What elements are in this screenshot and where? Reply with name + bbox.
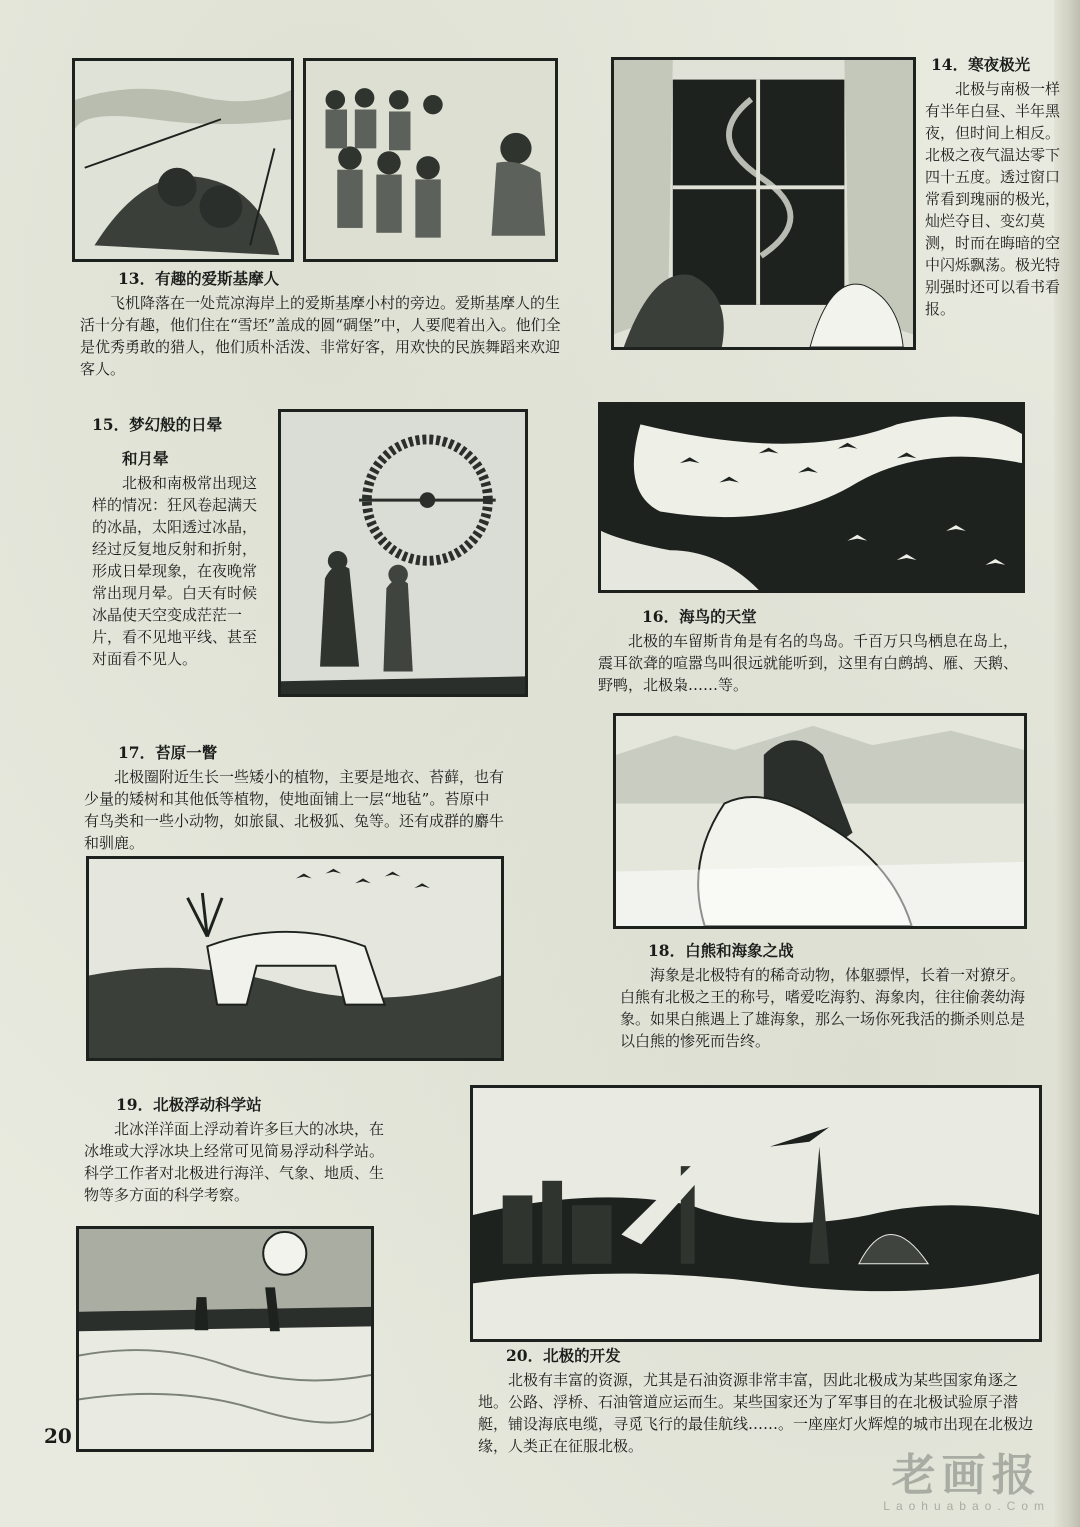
illustration-seabirds bbox=[598, 402, 1025, 593]
caption-14-title: 14．寒夜极光 bbox=[931, 55, 1031, 74]
watermark bbox=[883, 1453, 1050, 1513]
caption-19-title: 19．北极浮动科学站 bbox=[116, 1095, 262, 1114]
caption-19 bbox=[84, 1094, 386, 1206]
caption-20-body: 北极有丰富的资源，尤其是石油资源非常丰富，因此北极成为某些国家角逐之地。公路、浮桥、石油管道应运而生。某些国家还为了军事目的在北极试验原子潜艇，铺设海底电缆，寻觅飞行的最佳航线……。一座座灯火辉煌的城市出现在北极边缘，人类正在征服北极。 bbox=[478, 1371, 1034, 1455]
caption-13-body: 飞机降落在一处荒凉海岸上的爱斯基摩小村的旁边。爱斯基摩人的生活十分有趣，他们住在“雪坯”盖成的圆“碉堡”中，人要爬着出入。他们全是优秀勇敢的猎人，他们质朴活泼、非常好客，用欢快的民族舞蹈来欢迎客人。 bbox=[80, 294, 561, 378]
caption-18 bbox=[620, 940, 1028, 1052]
caption-15-body: 北极和南极常出现这样的情况：狂风卷起满天的冰晶，太阳透过冰晶，经过反复地反射和折射，形成日晕现象，在夜晚常常出现月晕。白天有时候冰晶使天空变成茫茫一片，看不见地平线、甚至对面看不见人。 bbox=[92, 474, 258, 668]
caption-15-title-line2: 和月晕 bbox=[122, 449, 169, 468]
illustration-floating-station bbox=[76, 1226, 374, 1452]
illustration-arctic-city bbox=[470, 1085, 1042, 1342]
caption-17 bbox=[84, 742, 504, 854]
caption-15 bbox=[92, 414, 268, 670]
caption-18-title: 18．白熊和海象之战 bbox=[648, 941, 794, 960]
caption-15-title-line1: 15．梦幻般的日晕 bbox=[92, 415, 223, 434]
caption-16 bbox=[598, 606, 1026, 696]
caption-13-title: 13．有趣的爱斯基摩人 bbox=[118, 269, 280, 288]
caption-19-body: 北冰洋洋面上浮动着许多巨大的冰块，在冰堆或大浮冰块上经常可见简易浮动科学站。科学工作者对北极进行海洋、气象、地质、生物等多方面的科学考察。 bbox=[84, 1120, 385, 1204]
watermark-sub: Laohuabao.Com bbox=[883, 1499, 1050, 1513]
caption-18-body: 海象是北极特有的稀奇动物，体躯骠悍，长着一对獠牙。白熊有北极之王的称号，嗜爱吃海豹、海象肉，往往偷袭幼海象。如果白熊遇上了雄海象，那么一场你死我活的撕杀则总是以白熊的惨死而告终。 bbox=[620, 966, 1026, 1050]
caption-20 bbox=[478, 1345, 1034, 1457]
caption-16-body: 北极的车留斯肯角是有名的鸟岛。千百万只鸟栖息在岛上，震耳欲聋的喧嚣鸟叫很远就能听到，这里有白鹧鸪、雁、天鹅、野鸭，北极枭……等。 bbox=[598, 632, 1019, 694]
caption-14-body: 北极与南极一样有半年白昼、半年黑夜，但时间上相反。北极之夜气温达零下四十五度。透过窗口常看到瑰丽的极光，灿烂夺目、变幻莫测，时而在晦暗的空中闪烁飘荡。极光特别强时还可以看书看报。 bbox=[925, 80, 1061, 318]
caption-17-body: 北极圈附近生长一些矮小的植物，主要是地衣、苔藓，也有少量的矮树和其他低等植物，使地面铺上一层“地毡”。苔原中有鸟类和一些小动物，如旅鼠、北极狐、兔等。还有成群的麝牛和驯鹿。 bbox=[84, 768, 505, 852]
caption-13 bbox=[80, 268, 572, 380]
caption-14 bbox=[925, 54, 1063, 320]
illustration-bear-walrus bbox=[613, 713, 1027, 929]
illustration-tundra-reindeer bbox=[86, 856, 504, 1061]
illustration-eskimo-dancers bbox=[303, 58, 558, 262]
page-number: 20 bbox=[44, 1424, 72, 1448]
watermark-main: 老画报 bbox=[891, 1451, 1042, 1500]
illustration-aurora-window bbox=[611, 57, 916, 350]
caption-20-title: 20．北极的开发 bbox=[506, 1346, 621, 1365]
illustration-sun-halo bbox=[278, 409, 528, 697]
caption-16-title: 16．海鸟的天堂 bbox=[642, 607, 757, 626]
illustration-eskimo-hunters bbox=[72, 58, 294, 262]
caption-17-title: 17．苔原一瞥 bbox=[118, 743, 218, 762]
